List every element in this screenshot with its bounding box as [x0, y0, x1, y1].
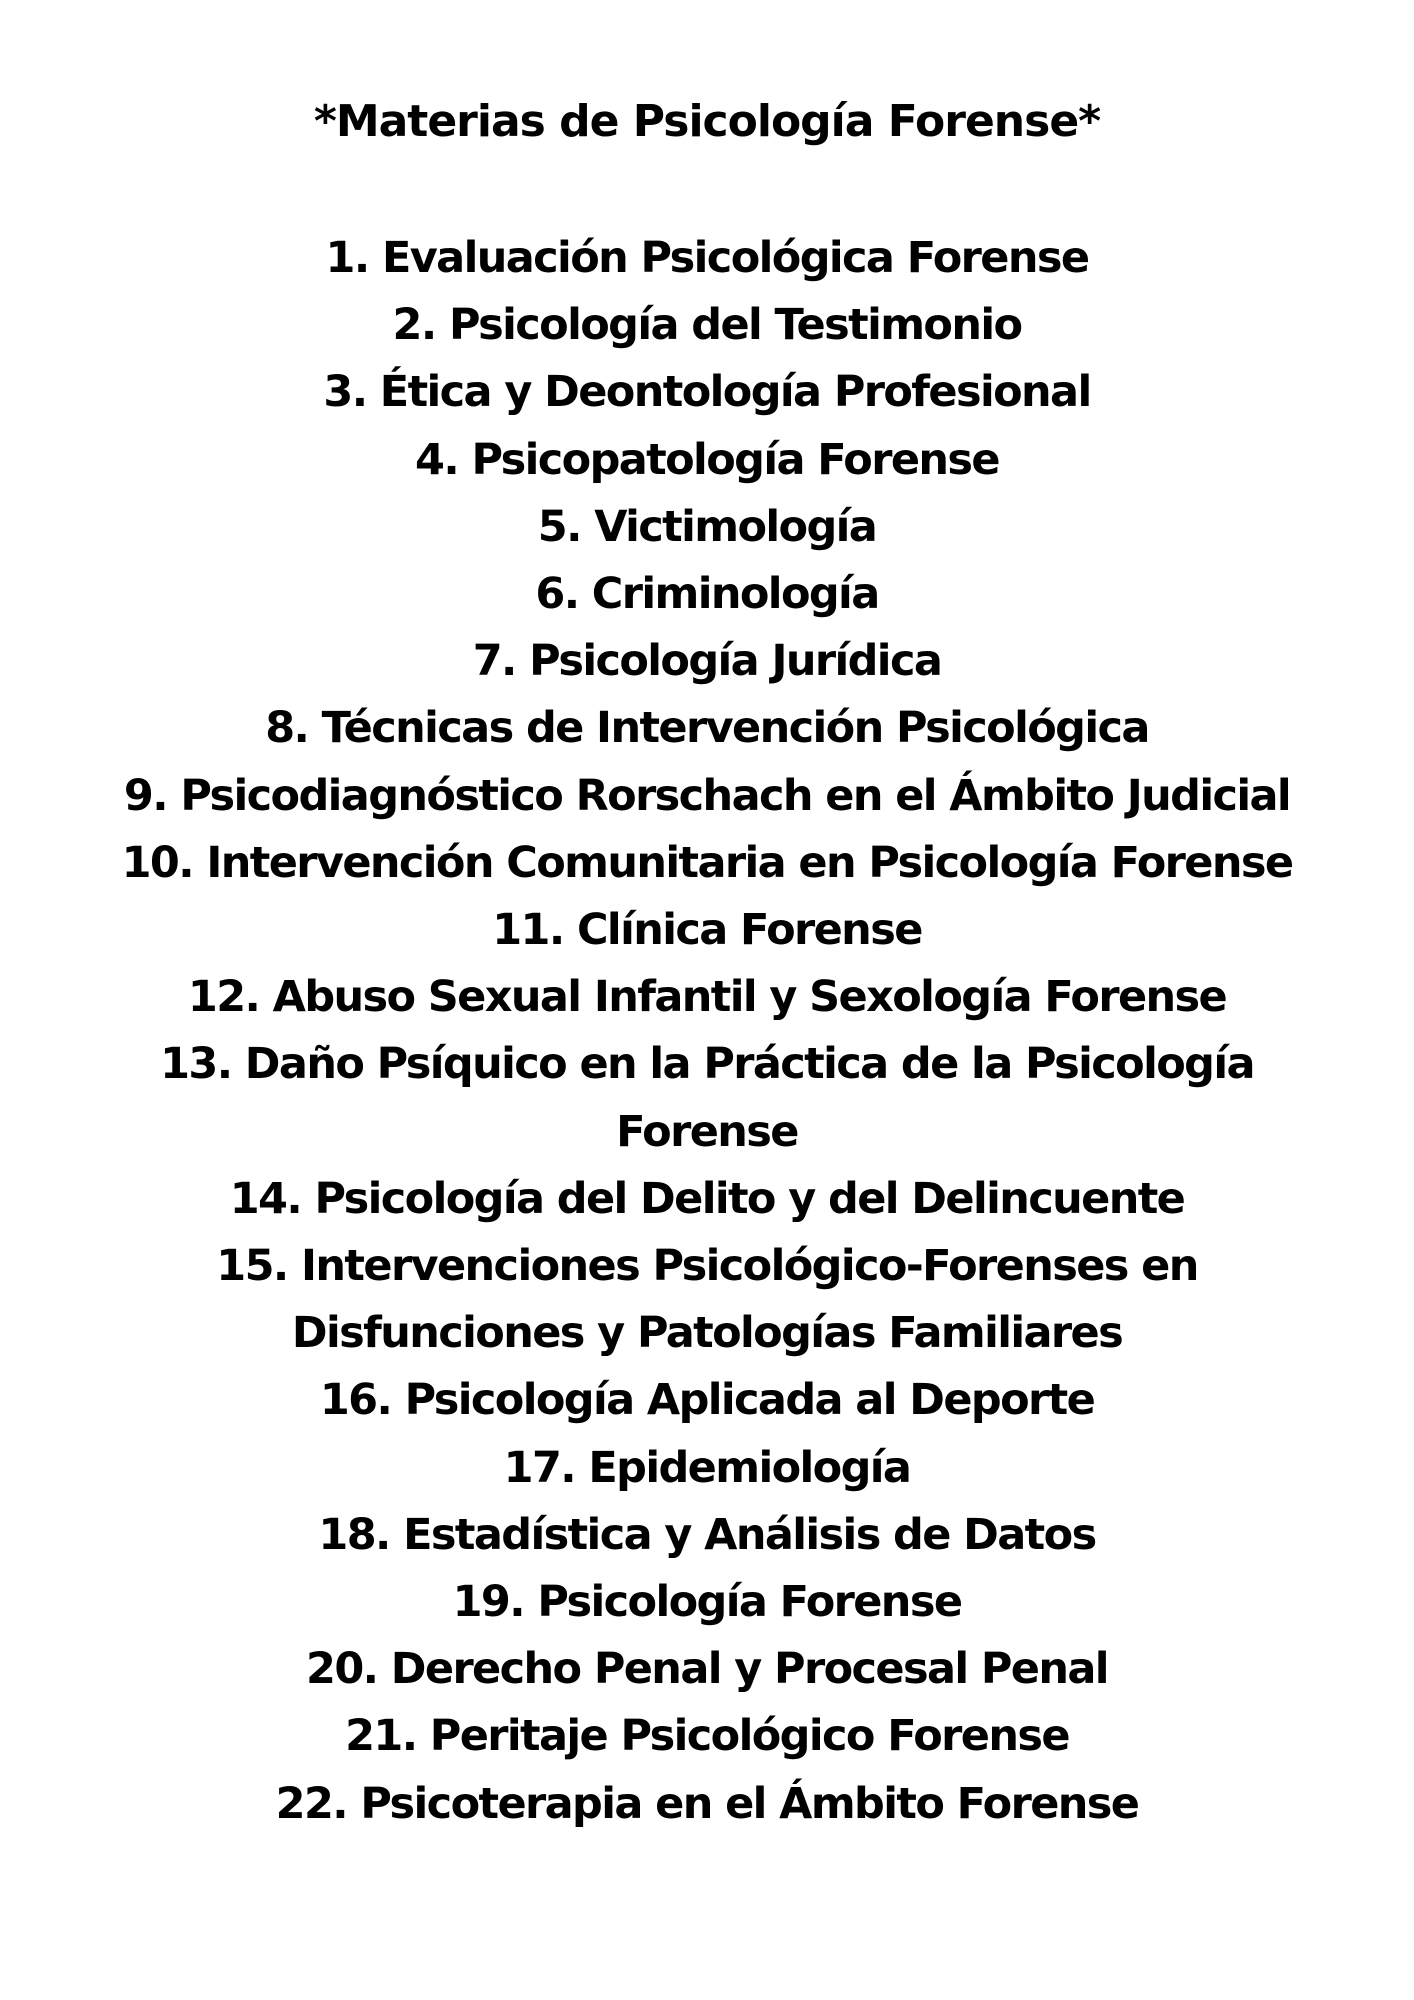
list-item: 11. Clínica Forense: [492, 905, 922, 956]
list-item: 9. Psicodiagnóstico Rorschach en el Ámbito Judicial: [123, 770, 1291, 821]
list-item: 18. Estadística y Análisis de Datos: [318, 1509, 1096, 1560]
list-item: 6. Criminología: [535, 569, 879, 620]
list-item: 17. Epidemiología: [503, 1442, 911, 1493]
list-item: 16. Psicología Aplicada al Deporte: [319, 1375, 1095, 1426]
list-item: 2. Psicología del Testimonio: [392, 300, 1022, 351]
list-item: 5. Victimología: [537, 501, 877, 552]
list-item: 14. Psicología del Delito y del Delincuente: [229, 1173, 1185, 1224]
subject-list: [40, 225, 1374, 1838]
list-item: 21. Peritaje Psicológico Forense: [345, 1711, 1069, 1762]
list-item: 19. Psicología Forense: [452, 1577, 962, 1628]
list-item: 4. Psicopatología Forense: [415, 434, 999, 485]
list-item: 22. Psicoterapia en el Ámbito Forense: [275, 1778, 1139, 1829]
list-item: 20. Derecho Penal y Procesal Penal: [306, 1644, 1108, 1695]
list-item: 3. Ética y Deontología Profesional: [323, 367, 1091, 418]
list-item: 15. Intervenciones Psicológico-Forenses en Disfunciones y Patologías Familiares: [216, 1241, 1198, 1359]
list-item: 8. Técnicas de Intervención Psicológica: [265, 703, 1149, 754]
list-item: 12. Abuso Sexual Infantil y Sexología Forense: [187, 972, 1227, 1023]
page-title: *Materias de Psicología Forense*: [313, 96, 1101, 147]
list-item: 13. Daño Psíquico en la Práctica de la Psicología Forense: [160, 1039, 1254, 1157]
list-item: 10. Intervención Comunitaria en Psicología Forense: [121, 837, 1293, 888]
list-item: 7. Psicología Jurídica: [472, 636, 942, 687]
list-item: 1. Evaluación Psicológica Forense: [325, 233, 1089, 283]
